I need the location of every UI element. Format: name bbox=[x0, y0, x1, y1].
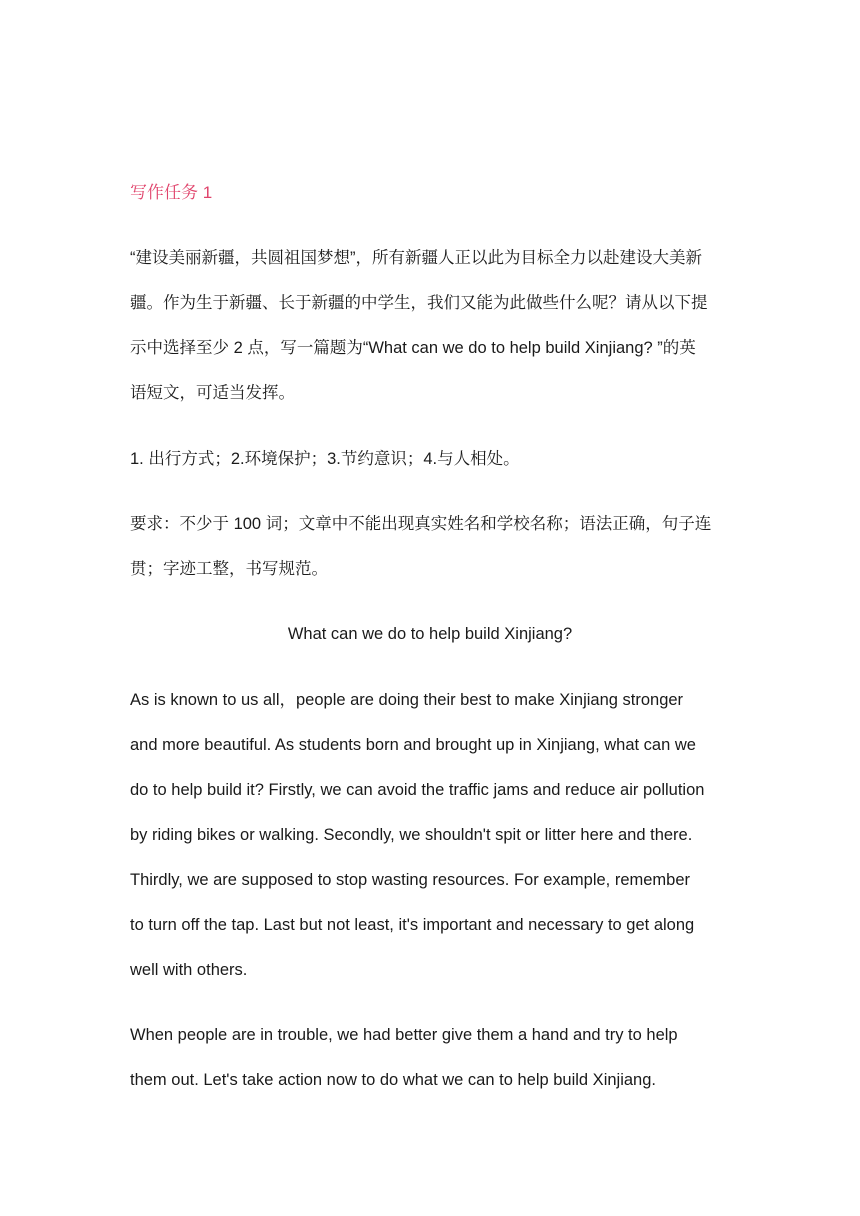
essay-line: do to help build it? Firstly, we can avoid the traffic jams and reduce air pollution bbox=[130, 781, 705, 799]
task-heading: 写作任务 1 bbox=[130, 183, 213, 202]
prompt-line: 示中选择至少 2 点，写一篇题为“What can we do to help build Xinjiang? ”的英 bbox=[130, 339, 696, 357]
essay-line: well with others. bbox=[130, 961, 248, 979]
essay-line: As is known to us all，people are doing their best to make Xinjiang stronger bbox=[130, 691, 684, 709]
essay-line: by riding bikes or walking. Secondly, we shouldn't spit or litter here and there. bbox=[130, 826, 693, 844]
prompt-line: 疆。作为生于新疆、长于新疆的中学生，我们又能为此做些什么呢？请从以下提 bbox=[130, 294, 708, 312]
essay-title: What can we do to help build Xinjiang? bbox=[287, 625, 573, 643]
requirements-line: 要求：不少于 100 词；文章中不能出现真实姓名和学校名称；语法正确，句子连 bbox=[130, 515, 712, 533]
essay-line: Thirdly, we are supposed to stop wasting resources. For example, remember bbox=[130, 871, 691, 889]
prompt-line: 语短文，可适当发挥。 bbox=[130, 384, 295, 402]
essay-line: to turn off the tap. Last but not least, it's important and necessary to get along bbox=[130, 916, 695, 934]
hints-line: 1. 出行方式；2.环境保护；3.节约意识；4.与人相处。 bbox=[130, 450, 520, 468]
essay-line: them out. Let's take action now to do what we can to help build Xinjiang. bbox=[130, 1071, 656, 1089]
prompt-line: “建设美丽新疆，共圆祖国梦想”，所有新疆人正以此为目标全力以赴建设大美新 bbox=[130, 249, 702, 267]
requirements-line: 贯；字迹工整，书写规范。 bbox=[130, 560, 328, 578]
essay-line: When people are in trouble, we had better give them a hand and try to help bbox=[130, 1026, 678, 1044]
essay-line: and more beautiful. As students born and brought up in Xinjiang, what can we bbox=[130, 736, 696, 754]
